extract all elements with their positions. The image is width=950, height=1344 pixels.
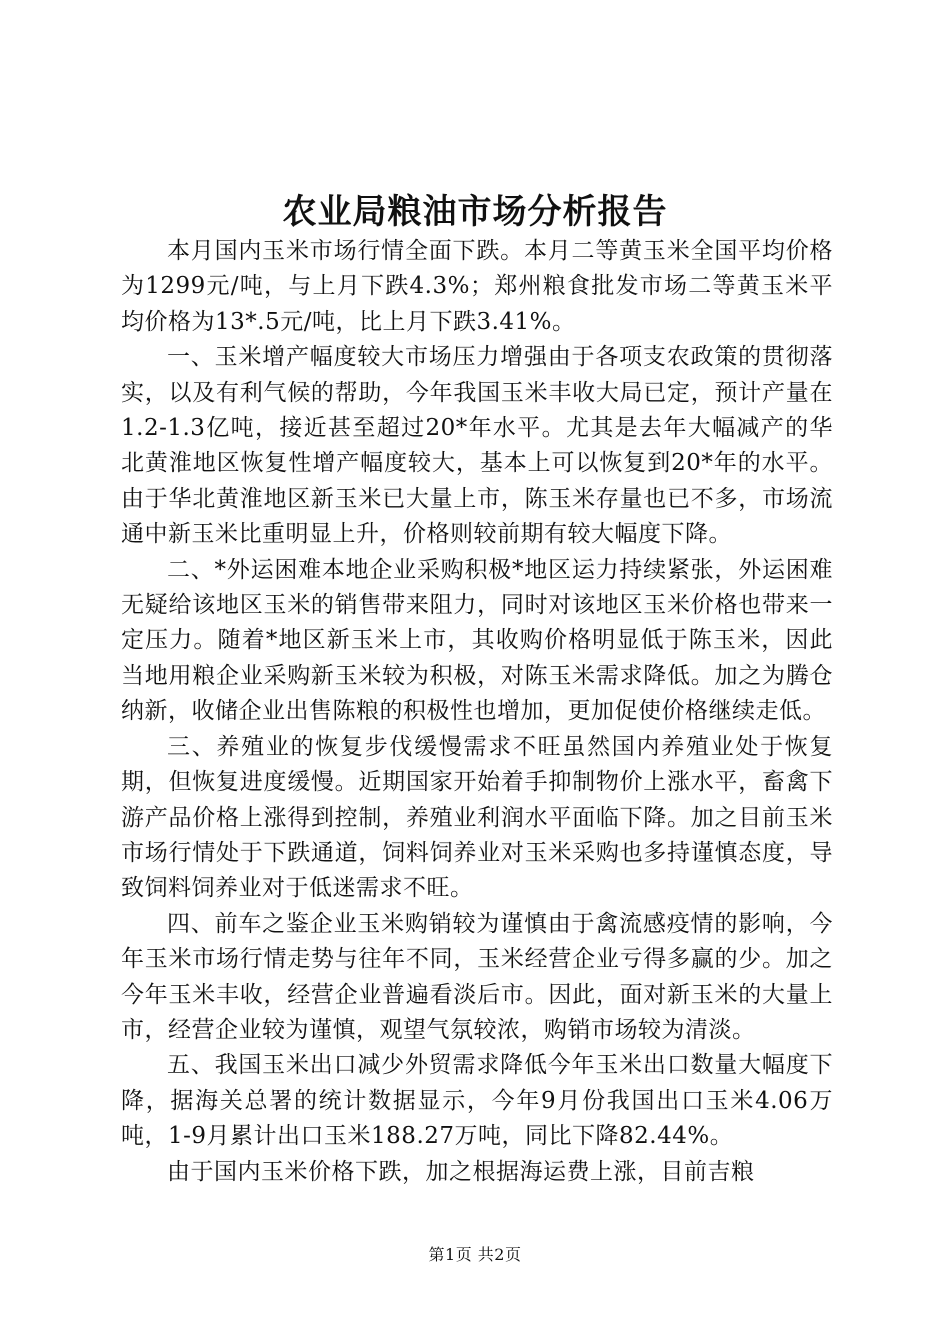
paragraph-intro: 本月国内玉米市场行情全面下跌。本月二等黄玉米全国平均价格为1299元/吨，与上月下跌4.3%；郑州粮食批发市场二等黄玉米平均价格为13*.5元/吨，比上月下跌3.41%。 <box>121 238 833 335</box>
paragraph-section-5: 五、我国玉米出口减少外贸需求降低今年玉米出口数量大幅度下降，据海关总署的统计数据显示，今年9月份我国出口玉米4.06万吨，1-9月累计出口玉米188.27万吨，同比下降82.44%。 <box>121 1052 833 1150</box>
document-title: 农业局粮油市场分析报告 <box>282 192 668 232</box>
paragraph-section-4: 四、前车之鉴企业玉米购销较为谨慎由于禽流感疫情的影响，今年玉米市场行情走势与往年不同，玉米经营企业亏得多赢的少。加之今年玉米丰收，经营企业普遍看淡后市。因此，面对新玉米的大量上市，经营企业较为谨慎，观望气氛较浓，购销市场较为清淡。 <box>121 910 833 1043</box>
page-number-footer: 第1页 共2页 <box>428 1245 522 1264</box>
document-body <box>121 234 833 1190</box>
paragraph-continuation: 由于国内玉米价格下跌，加之根据海运费上涨，目前吉粮 <box>167 1158 755 1185</box>
paragraph-section-2: 二、*外运困难本地企业采购积极*地区运力持续紧张，外运困难无疑给该地区玉米的销售带来阻力，同时对该地区玉米价格也带来一定压力。随着*地区新玉米上市，其收购价格明显低于陈玉米，因此当地用粮企业采购新玉米较为积极，对陈玉米需求降低。加之为腾仓纳新，收储企业出售陈粮的积极性也增加，更加促使价格继续走低。 <box>121 556 833 725</box>
paragraph-section-1: 一、玉米增产幅度较大市场压力增强由于各项支农政策的贯彻落实，以及有利气候的帮助，今年我国玉米丰收大局已定，预计产量在1.2-1.3亿吨，接近甚至超过20*年水平。尤其是去年大幅减产的华北黄淮地区恢复性增产幅度较大，基本上可以恢复到20*年的水平。由于华北黄淮地区新玉米已大量上市，陈玉米存量也已不多，市场流通中新玉米比重明显上升，价格则较前期有较大幅度下降。 <box>121 344 833 548</box>
paragraph-section-3: 三、养殖业的恢复步伐缓慢需求不旺虽然国内养殖业处于恢复期，但恢复进度缓慢。近期国家开始着手抑制物价上涨水平，畜禽下游产品价格上涨得到控制，养殖业利润水平面临下降。加之目前玉米市场行情处于下跌通道，饲料饲养业对玉米采购也多持谨慎态度，导致饲料饲养业对于低迷需求不旺。 <box>121 733 833 902</box>
